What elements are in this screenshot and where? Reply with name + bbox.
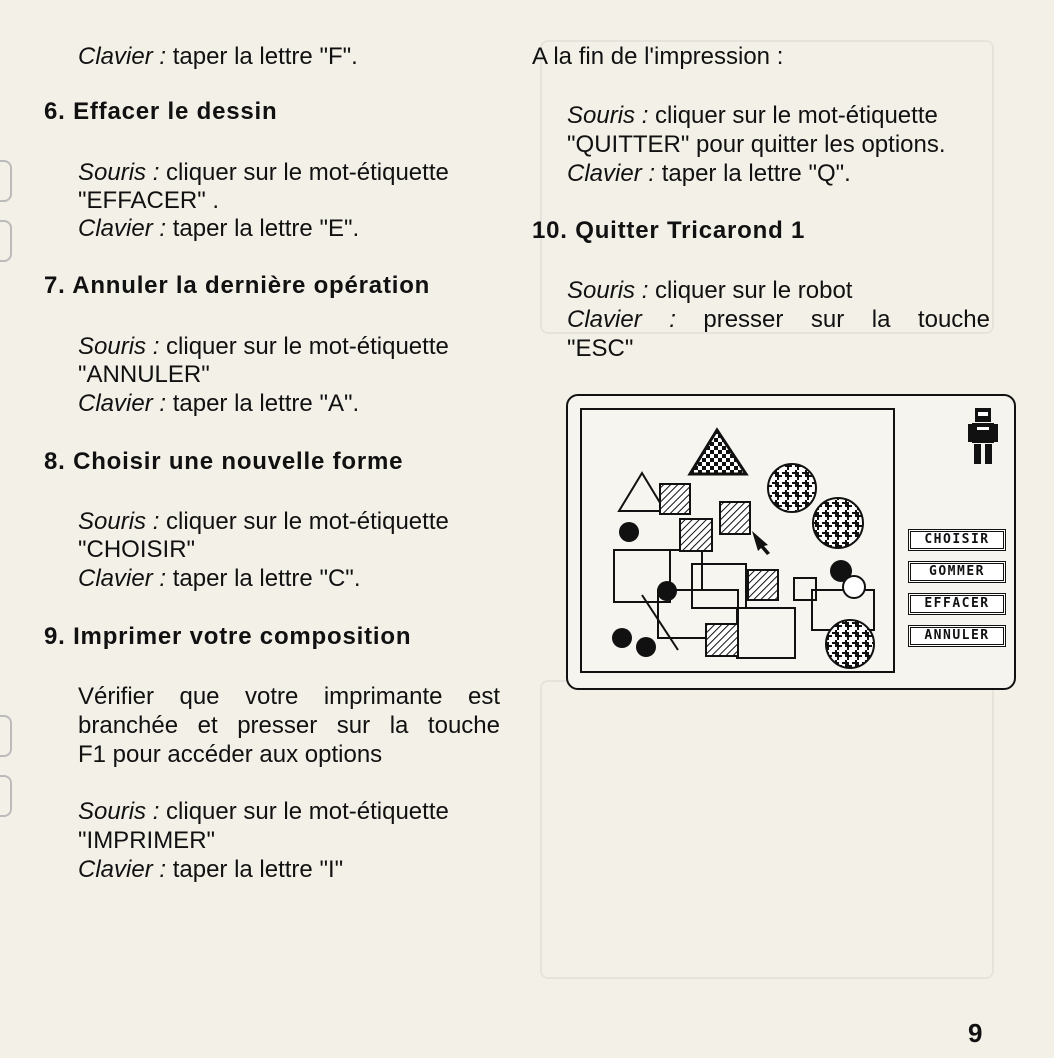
instruction-line <box>78 855 343 884</box>
binder-hole <box>0 715 12 757</box>
instruction-text: "CHOISIR" <box>78 536 196 563</box>
label: Souris : <box>567 277 649 304</box>
instruction-text: presser sur la touche <box>675 306 990 333</box>
instruction-text: "QUITTER" pour quitter les options. <box>567 131 946 158</box>
instruction-text: cliquer sur le mot-étiquette <box>159 798 449 825</box>
patterned-circles <box>768 464 874 668</box>
label: Clavier : <box>78 215 167 242</box>
instruction-text: taper la lettre "A". <box>166 390 360 417</box>
effacer-button[interactable]: EFFACER <box>908 593 1006 615</box>
print-end-intro: A la fin de l'impression : <box>532 43 784 70</box>
section-heading: 6. Effacer le dessin <box>44 98 278 125</box>
instruction-text: cliquer sur le mot-étiquette <box>159 333 449 360</box>
label: Clavier : <box>78 390 167 417</box>
instruction-text: taper la lettre "F". <box>166 43 358 70</box>
binder-hole <box>0 775 12 817</box>
instruction-line <box>78 797 449 826</box>
section-heading: 7. Annuler la dernière opération <box>44 272 431 299</box>
hatched-squares <box>660 484 778 656</box>
section-heading: 9. Imprimer votre composition <box>44 623 412 650</box>
instruction-line <box>567 276 852 305</box>
instruction-text: taper la lettre "C". <box>166 565 361 592</box>
instruction-line <box>78 332 449 361</box>
instruction-text: cliquer sur le mot-étiquette <box>159 508 449 535</box>
instruction-line <box>567 130 946 159</box>
paragraph-line: branchée et presser sur la touche <box>78 712 500 739</box>
label: Clavier : <box>78 565 167 592</box>
instruction-text: "ANNULER" <box>78 361 210 388</box>
paragraph-line: Vérifier que votre imprimante est <box>78 683 500 710</box>
binder-hole <box>0 160 12 202</box>
label: Clavier : <box>78 856 167 883</box>
label: Souris : <box>567 102 649 129</box>
outline-dot <box>843 576 865 598</box>
instruction-text: "IMPRIMER" <box>78 827 216 854</box>
instruction-text: cliquer sur le mot-étiquette <box>648 102 938 129</box>
instruction-line <box>78 214 359 243</box>
instruction-line <box>78 826 215 855</box>
instruction-line <box>78 158 449 187</box>
annuler-button[interactable]: ANNULER <box>908 625 1006 647</box>
paragraph-line: F1 pour accéder aux options <box>78 741 383 768</box>
instruction-text: cliquer sur le robot <box>648 277 853 304</box>
choisir-button[interactable]: CHOISIR <box>908 529 1006 551</box>
label: Clavier : <box>78 43 167 70</box>
instruction-line <box>78 186 219 215</box>
instruction-text: taper la lettre "I" <box>166 856 344 883</box>
bleed-through-frame <box>540 680 994 979</box>
label: Souris : <box>78 333 160 360</box>
composition-drawing <box>582 410 893 671</box>
robot-icon[interactable] <box>966 406 1000 468</box>
instruction-line <box>78 389 359 418</box>
label: Souris : <box>78 798 160 825</box>
label: Souris : <box>78 159 160 186</box>
section-heading: 8. Choisir une nouvelle forme <box>44 448 404 475</box>
instruction-line <box>78 535 195 564</box>
instruction-line <box>78 507 449 536</box>
instruction-text: "ESC" <box>567 335 634 362</box>
instruction-line <box>78 360 210 389</box>
page-number: 9 <box>968 1018 983 1048</box>
instruction-line <box>567 101 938 130</box>
tricarond-screen-figure <box>566 394 1016 690</box>
gommer-button[interactable]: GOMMER <box>908 561 1006 583</box>
binder-hole <box>0 220 12 262</box>
instruction-line <box>567 159 851 188</box>
triangle-shape <box>619 473 665 511</box>
instruction-text: cliquer sur le mot-étiquette <box>159 159 449 186</box>
instruction-line <box>567 334 633 363</box>
intro-clavier-line <box>78 42 358 71</box>
instruction-line <box>78 564 360 593</box>
label: Clavier : <box>567 306 676 333</box>
checkered-triangle-shape <box>690 430 746 474</box>
drawing-canvas <box>580 408 895 673</box>
instruction-text: taper la lettre "E". <box>166 215 360 242</box>
label: Souris : <box>78 508 160 535</box>
mouse-cursor-icon <box>752 531 770 555</box>
instruction-text: taper la lettre "Q". <box>655 160 851 187</box>
section-heading: 10. Quitter Tricarond 1 <box>532 217 806 244</box>
instruction-text: "EFFACER" . <box>78 187 220 214</box>
instruction-line <box>567 305 990 334</box>
label: Clavier : <box>567 160 656 187</box>
